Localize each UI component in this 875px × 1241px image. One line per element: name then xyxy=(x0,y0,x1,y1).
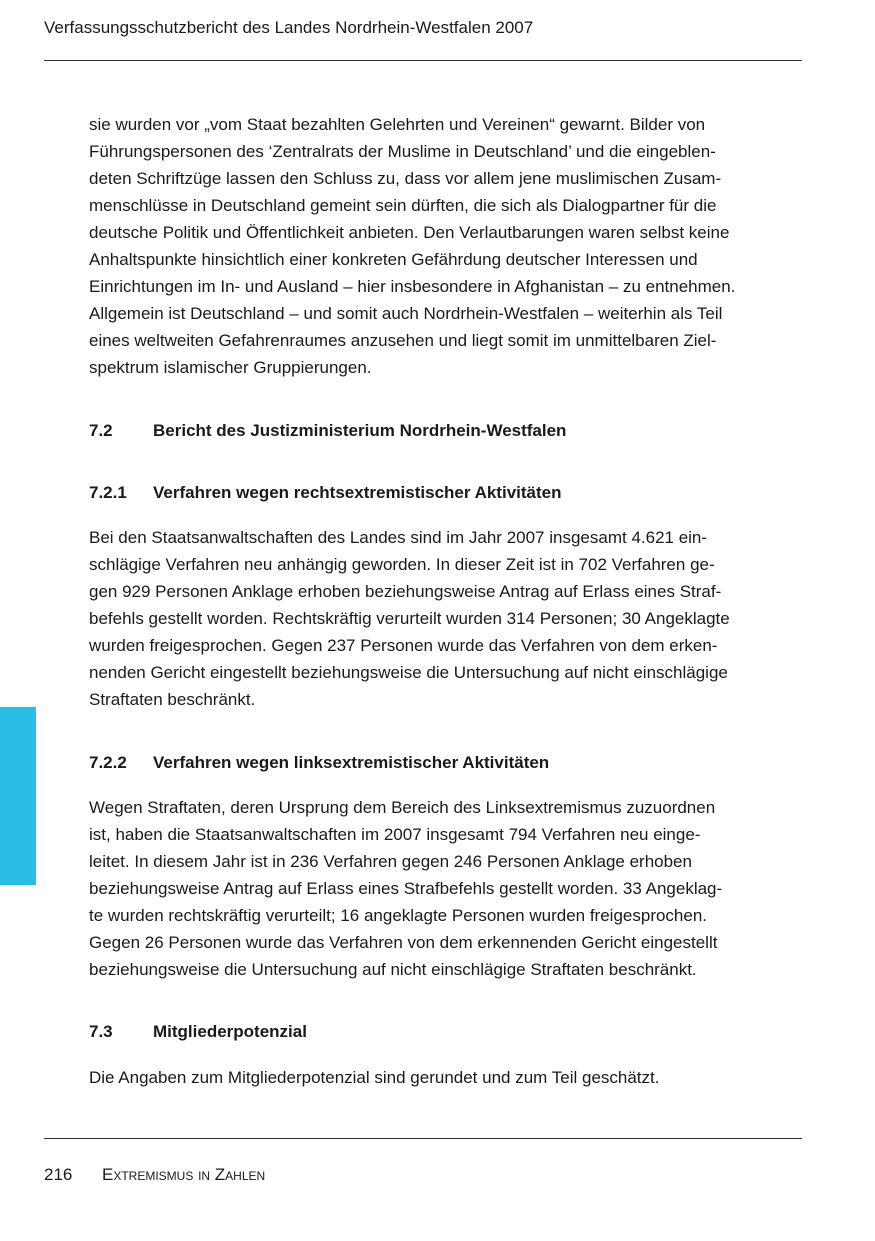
text-line: beziehungsweise Antrag auf Erlass eines Strafbefehls gestellt worden. 33 Angeklag- xyxy=(89,879,723,898)
text-line: befehls gestellt worden. Rechtskräftig verurteilt wurden 314 Personen; 30 Angeklagte xyxy=(89,609,730,628)
section-title: Verfahren wegen rechtsextremistischer Aktivitäten xyxy=(153,483,562,502)
text-line: Wegen Straftaten, deren Ursprung dem Bereich des Linksextremismus zuzuordnen xyxy=(89,798,716,817)
text-line: Führungspersonen des ‘Zentralrats der Muslime in Deutschland’ und die eingeblen- xyxy=(89,142,716,161)
intro-paragraph xyxy=(89,111,804,381)
chapter-side-tab xyxy=(0,707,36,885)
text-line: Die Angaben zum Mitgliederpotenzial sind gerundet und zum Teil geschätzt. xyxy=(89,1068,660,1087)
section-number: 7.2.1 xyxy=(89,483,127,502)
text-line: deutsche Politik und Öffentlichkeit anbieten. Den Verlautbarungen waren selbst keine xyxy=(89,223,730,242)
text-line: sie wurden vor „vom Staat bezahlten Gelehrten und Vereinen“ gewarnt. Bilder von xyxy=(89,115,706,134)
text-line: Straftaten beschränkt. xyxy=(89,690,256,709)
text-line: ist, haben die Staatsanwaltschaften im 2007 insgesamt 794 Verfahren neu einge- xyxy=(89,825,701,844)
paragraph-7-3 xyxy=(89,1064,804,1091)
text-line: Einrichtungen im In- und Ausland – hier insbesondere in Afghanistan – zu entnehmen. xyxy=(89,277,736,296)
page-number: 216 xyxy=(44,1165,73,1184)
text-line: schlägige Verfahren neu anhängig geworden. In dieser Zeit ist in 702 Verfahren ge- xyxy=(89,555,715,574)
text-line: Anhaltspunkte hinsichtlich einer konkreten Gefährdung deutscher Interessen und xyxy=(89,250,698,269)
text-line: gen 929 Personen Anklage erhoben beziehungsweise Antrag auf Erlass eines Straf- xyxy=(89,582,722,601)
section-title: Mitgliederpotenzial xyxy=(153,1022,307,1041)
section-number: 7.3 xyxy=(89,1022,113,1041)
text-line: menschlüsse in Deutschland gemeint sein dürften, die sich als Dialogpartner für die xyxy=(89,196,717,215)
text-line: nenden Gericht eingestellt beziehungsweise die Untersuchung auf nicht einschlägige xyxy=(89,663,728,682)
section-number: 7.2.2 xyxy=(89,753,127,772)
section-title: Verfahren wegen linksextremistischer Aktivitäten xyxy=(153,753,550,772)
text-line: wurden freigesprochen. Gegen 237 Personen wurde das Verfahren von dem erken- xyxy=(89,636,718,655)
text-line: deten Schriftzüge lassen den Schluss zu, dass vor allem jene muslimischen Zusam- xyxy=(89,169,722,188)
footer-rule xyxy=(44,1138,802,1139)
section-title: Bericht des Justizministerium Nordrhein-Westfalen xyxy=(153,421,567,440)
text-line: leitet. In diesem Jahr ist in 236 Verfahren gegen 246 Personen Anklage erhoben xyxy=(89,852,692,871)
paragraph-7-2-2 xyxy=(89,794,804,983)
text-line: Gegen 26 Personen wurde das Verfahren von dem erkennenden Gericht eingestellt xyxy=(89,933,718,952)
paragraph-7-2-1 xyxy=(89,524,804,713)
text-line: te wurden rechtskräftig verurteilt; 16 angeklagte Personen wurden freigesprochen. xyxy=(89,906,708,925)
section-number: 7.2 xyxy=(89,421,113,440)
running-header: Verfassungsschutzbericht des Landes Nordrhein-Westfalen 2007 xyxy=(44,18,534,37)
header-rule xyxy=(44,60,802,61)
text-line: beziehungsweise die Untersuchung auf nicht einschlägige Straftaten beschränkt. xyxy=(89,960,697,979)
text-line: eines weltweiten Gefahrenraumes anzusehen und liegt somit im unmittelbaren Ziel- xyxy=(89,331,717,350)
footer-section-name: Extremismus in Zahlen xyxy=(102,1165,266,1184)
text-line: Allgemein ist Deutschland – und somit auch Nordrhein-Westfalen – weiterhin als Teil xyxy=(89,304,723,323)
text-line: spektrum islamischer Gruppierungen. xyxy=(89,358,372,377)
text-line: Bei den Staatsanwaltschaften des Landes sind im Jahr 2007 insgesamt 4.621 ein- xyxy=(89,528,708,547)
